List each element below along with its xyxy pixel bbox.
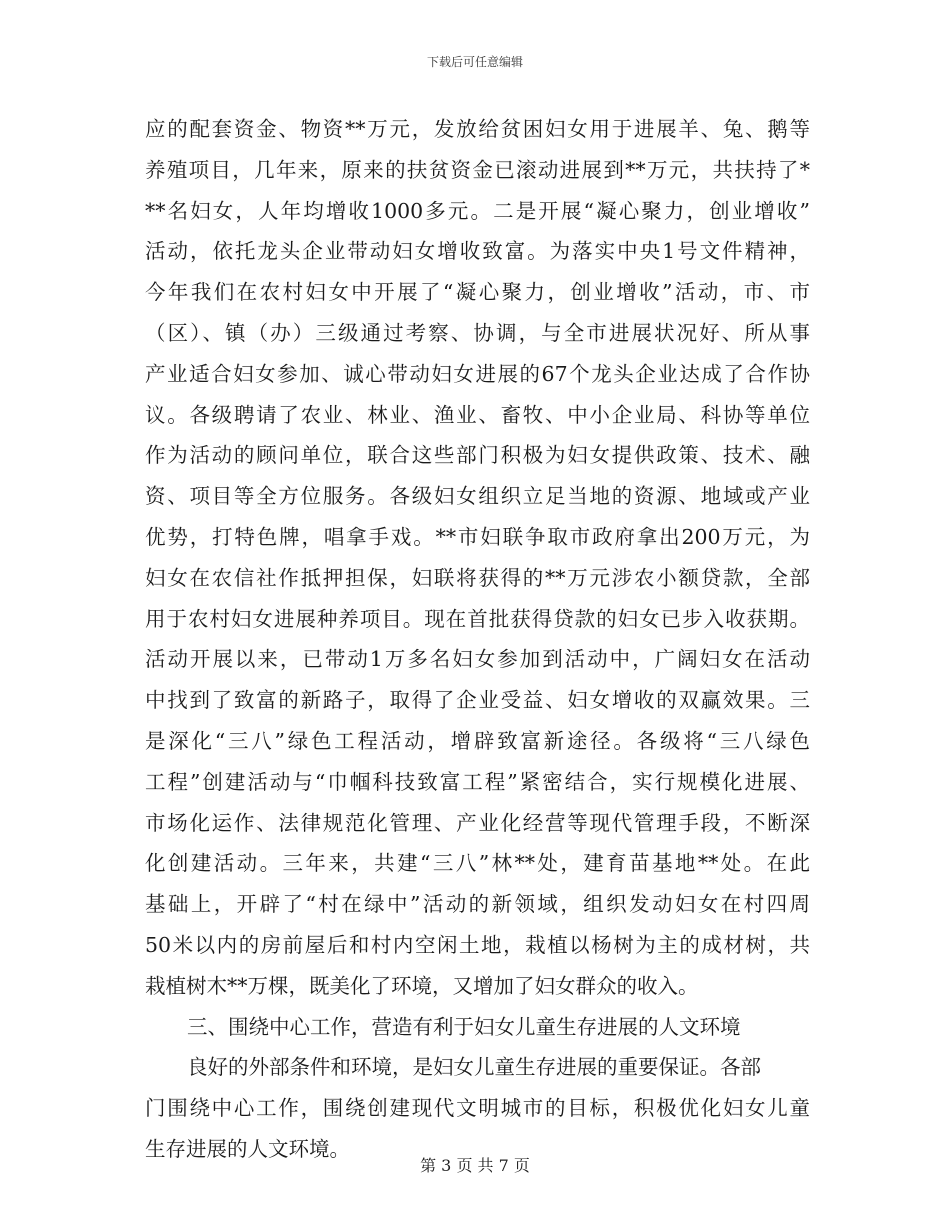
- text-line: 基础上，开辟了“村在绿中”活动的新领域，组织发动妇女在村四周: [145, 892, 810, 917]
- document-body: [145, 109, 810, 1170]
- text-line: 门围绕中心工作，围绕创建现代文明城市的目标，积极优化妇女儿童: [145, 1096, 810, 1121]
- text-line: 栽植树木**万棵，既美化了环境，又增加了妇女群众的收入。: [145, 973, 699, 998]
- text-line: 作为活动的顾问单位，联合这些部门积极为妇女提供政策、技术、融: [145, 443, 810, 468]
- text-line: **名妇女，人年均增收1000多元。二是开展“凝心聚力，创业增收”: [145, 198, 810, 223]
- text-line: 今年我们在农村妇女中开展了“凝心聚力，创业增收”活动，市、市: [145, 280, 810, 305]
- text-line: 生存进展的人文环境。: [145, 1136, 350, 1161]
- text-line: 50米以内的房前屋后和村内空闲土地，栽植以杨树为主的成材树，共: [145, 932, 810, 957]
- text-line: 市场化运作、法律规范化管理、产业化经营等现代管理手段，不断深: [145, 810, 810, 835]
- text-line: 用于农村妇女进展种养项目。现在首批获得贷款的妇女已步入收获期。: [145, 606, 810, 631]
- text-line: 活动开展以来，已带动1万多名妇女参加到活动中，广阔妇女在活动: [145, 647, 810, 672]
- text-line: 养殖项目，几年来，原来的扶贫资金已滚动进展到**万元，共扶持了*: [145, 157, 810, 182]
- text-line: （区）、镇（办）三级通过考察、协调，与全市进展状况好、所从事: [145, 320, 810, 345]
- text-line: 妇女在农信社作抵押担保，妇联将获得的**万元涉农小额贷款，全部: [145, 565, 810, 590]
- text-line: 良好的外部条件和环境，是妇女儿童生存进展的重要保证。各部: [187, 1055, 761, 1080]
- text-line: 应的配套资金、物资**万元，发放给贫困妇女用于进展羊、兔、鹅等: [145, 117, 810, 141]
- section-heading: 三、围绕中心工作，营造有利于妇女儿童生存进展的人文环境: [187, 1014, 741, 1039]
- text-line: 优势，打特色牌，唱拿手戏。**市妇联争取市政府拿出200万元，为: [145, 524, 810, 549]
- text-line: 活动，依托龙头企业带动妇女增收致富。为落实中央1号文件精神，: [145, 239, 810, 264]
- text-line: 工程”创建活动与“巾帼科技致富工程”紧密结合，实行规模化进展、: [145, 769, 810, 794]
- text-line: 化创建活动。三年来，共建“三八”林**处，建育苗基地**处。在此: [145, 851, 810, 876]
- text-line: 议。各级聘请了农业、林业、渔业、畜牧、中小企业局、科协等单位: [145, 402, 810, 427]
- text-line: 产业适合妇女参加、诚心带动妇女进展的67个龙头企业达成了合作协: [145, 361, 810, 386]
- text-line: 是深化“三八”绿色工程活动，增辟致富新途径。各级将“三八绿色: [145, 728, 810, 753]
- text-line: 中找到了致富的新路子，取得了企业受益、妇女增收的双赢效果。三: [145, 688, 810, 713]
- page-header: 下载后可任意编辑: [426, 55, 523, 69]
- page-footer: 第 3 页 共 7 页: [420, 1156, 530, 1175]
- text-line: 资、项目等全方位服务。各级妇女组织立足当地的资源、地域或产业: [145, 484, 810, 509]
